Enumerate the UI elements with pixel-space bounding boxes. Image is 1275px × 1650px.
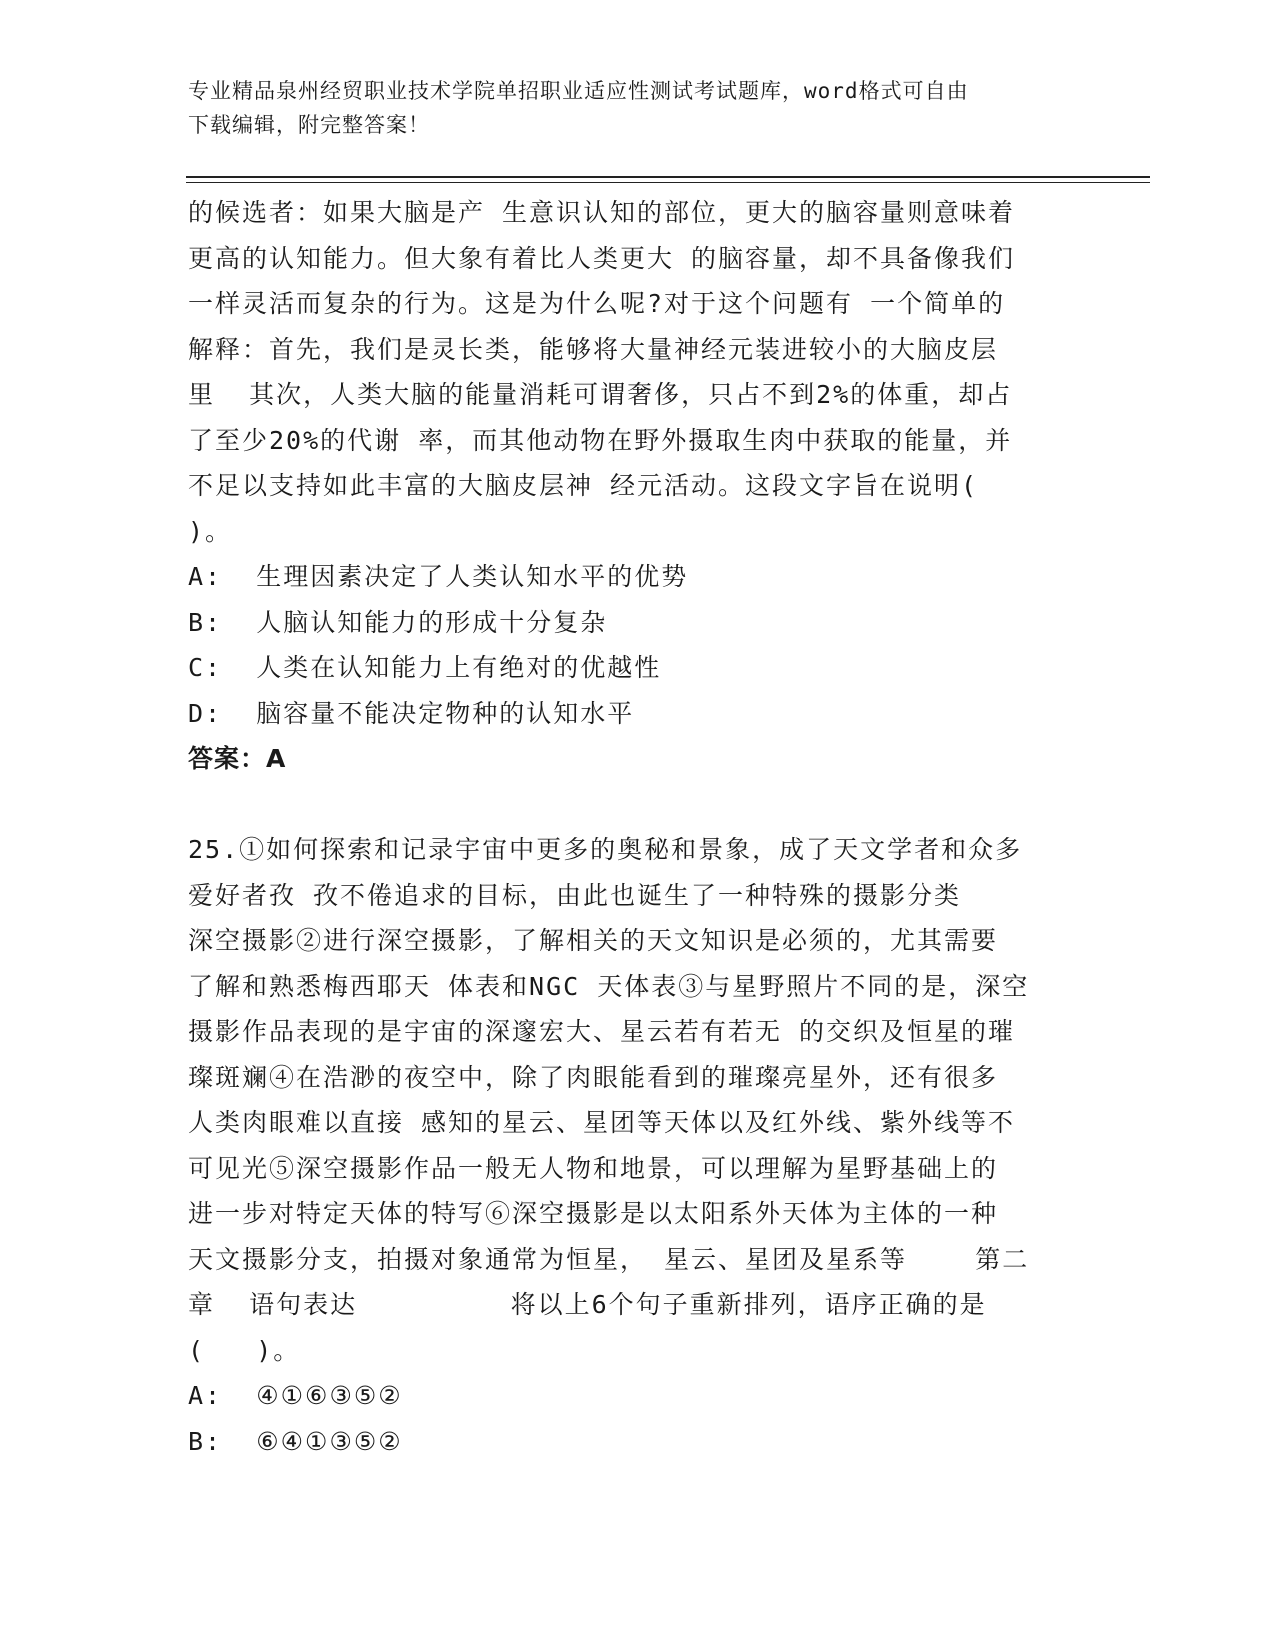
question-text-line: )。 [188,516,233,546]
option-c: C: 人类在认知能力上有绝对的优越性 [188,653,662,682]
option-b: B: 人脑认知能力的形成十分复杂 [188,607,608,637]
question-text-line: 章 语句表达 将以上6个句子重新排列，语序正确的是 [188,1290,987,1319]
header-line-2: 下载编辑，附完整答案！ [188,113,430,137]
question-text-line: 摄影作品表现的是宇宙的深邃宏大、星云若有若无 的交织及恒星的璀 [188,1017,1016,1046]
question-text-line: 不足以支持如此丰富的大脑皮层神 经元活动。这段文字旨在说明( [188,471,979,500]
header-divider-thin [186,182,1150,183]
option-a: A: ④①⑥③⑤② [188,1381,403,1410]
header-line-1: 专业精品泉州经贸职业技术学院单招职业适应性测试考试题库，word格式可自由 [188,79,969,103]
question-text-line: 解释：首先，我们是灵长类，能够将大量神经元装进较小的大脑皮层 [188,334,999,364]
question-24 [188,190,1088,782]
question-text-line: 璨斑斓④在浩渺的夜空中，除了肉眼能看到的璀璨亮星外，还有很多 [188,1062,999,1092]
question-text-line: 一样灵活而复杂的行为。这是为什么呢?对于这个问题有 一个简单的 [188,289,1006,318]
question-text-line: 的候选者：如果大脑是产 生意识认知的部位，更大的脑容量则意味着 [188,198,1016,227]
question-text-line: 深空摄影②进行深空摄影，了解相关的天文知识是必须的，尤其需要 [188,926,999,955]
question-text-line: 更高的认知能力。但大象有着比人类更大 的脑容量，却不具备像我们 [188,243,1016,273]
question-text-line: ( )。 [188,1335,301,1365]
option-d: D: 脑容量不能决定物种的认知水平 [188,698,635,728]
answer-label: 答案：A [188,744,287,773]
spacer [188,782,1088,828]
page-header [188,74,1068,142]
document-body [188,190,1088,1464]
question-25 [188,827,1088,1464]
question-text-line: 了至少20%的代谢 率，而其他动物在野外摄取生肉中获取的能量，并 [188,425,1013,455]
question-text-line: 进一步对特定天体的特写⑥深空摄影是以太阳系外天体为主体的一种 [188,1199,999,1228]
header-divider [186,176,1150,178]
question-text-line: 了解和熟悉梅西耶天 体表和NGC 天体表③与星野照片不同的是，深空 [188,971,1030,1001]
question-text-line: 天文摄影分支，拍摄对象通常为恒星， 星云、星团及星系等 第二 [188,1244,1030,1274]
question-text-line: 可见光⑤深空摄影作品一般无人物和地景，可以理解为星野基础上的 [188,1153,999,1183]
question-text-line: 爱好者孜 孜不倦追求的目标，由此也诞生了一种特殊的摄影分类 [188,880,962,910]
question-text-line: 25.①如何探索和记录宇宙中更多的奥秘和景象，成了天文学者和众多 [188,835,1023,864]
option-b: B: ⑥④①③⑤② [188,1426,403,1456]
question-text-line: 人类肉眼难以直接 感知的星云、星团等天体以及红外线、紫外线等不 [188,1108,1016,1137]
question-text-line: 里 其次，人类大脑的能量消耗可谓奢侈，只占不到2%的体重，却占 [188,380,1013,409]
option-a: A: 生理因素决定了人类认知水平的优势 [188,562,689,591]
